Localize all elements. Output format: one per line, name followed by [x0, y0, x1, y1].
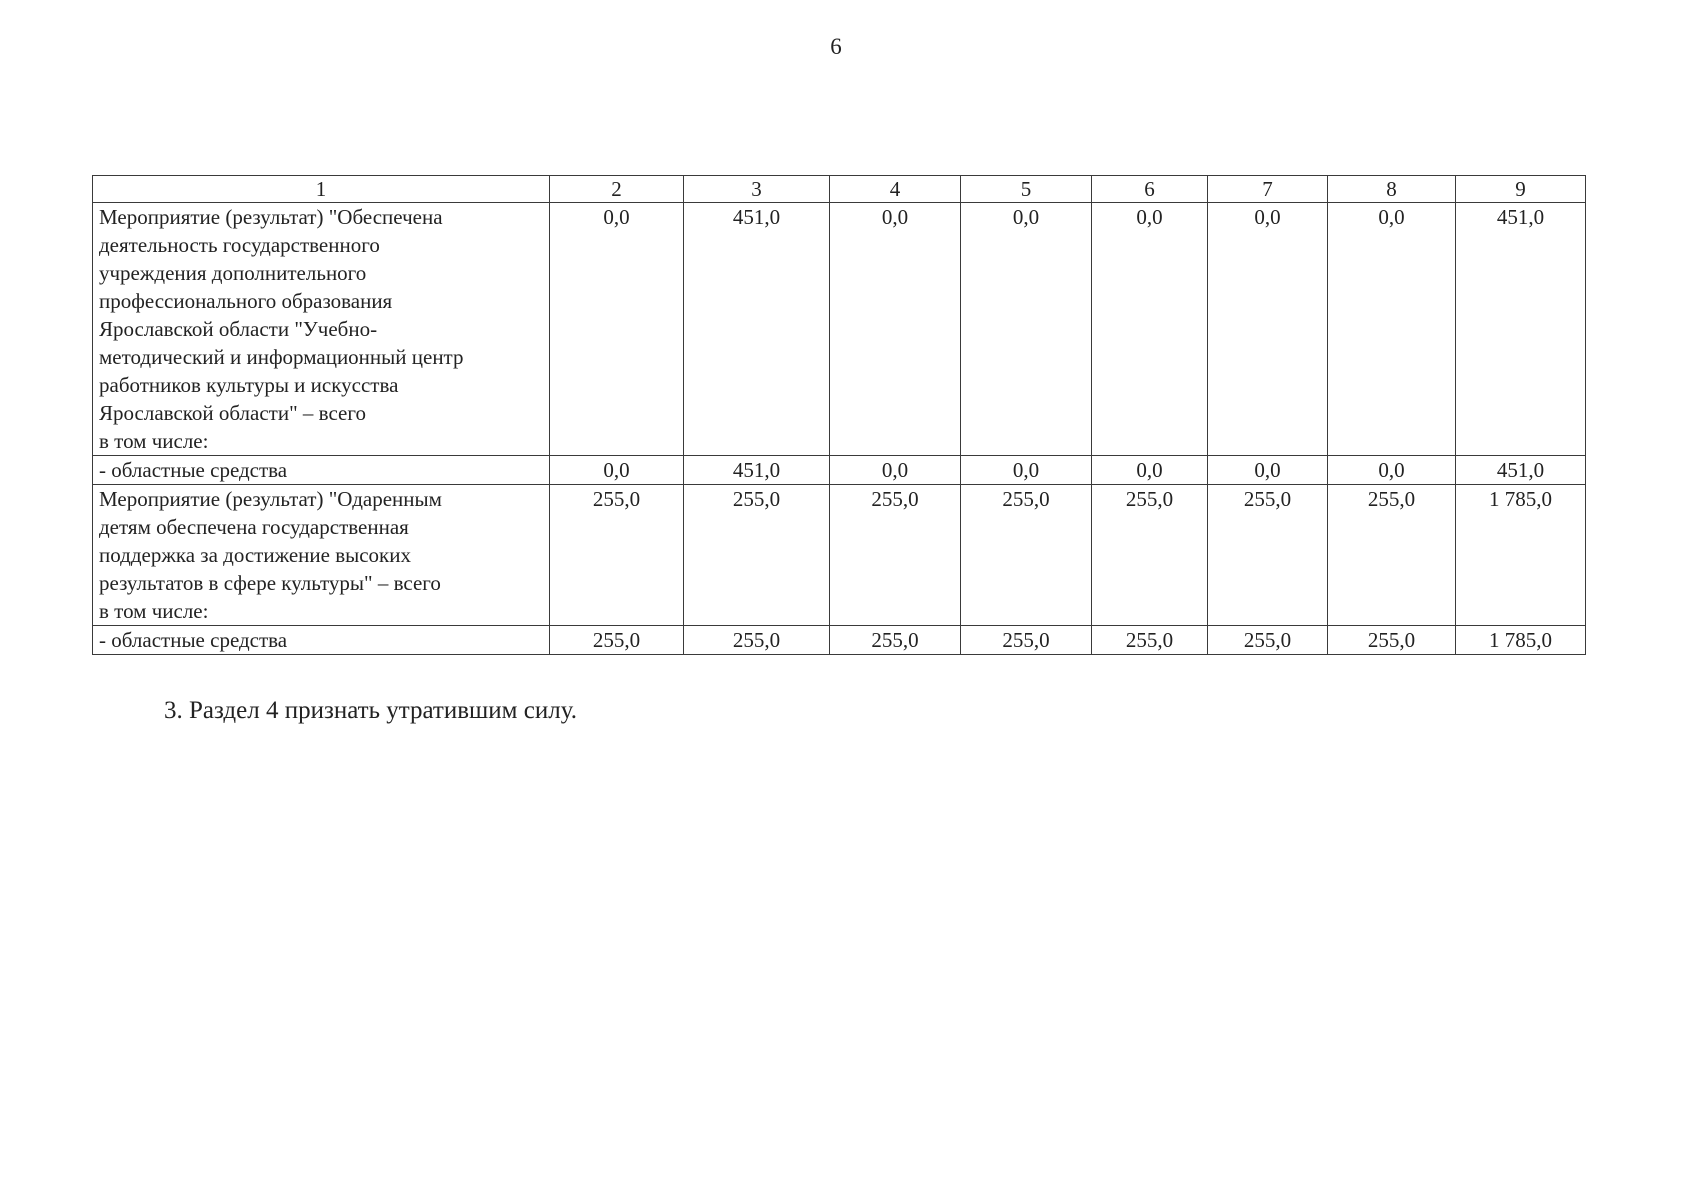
column-number: 7 — [1208, 176, 1328, 203]
table-row-event-total — [93, 203, 1586, 456]
column-number: 4 — [830, 176, 961, 203]
value-cell: 255,0 — [1328, 485, 1456, 626]
value-cell: 0,0 — [1208, 203, 1328, 456]
value-cell: 0,0 — [830, 203, 961, 456]
value-cell: 0,0 — [1328, 203, 1456, 456]
value-cell: 255,0 — [1208, 626, 1328, 655]
value-cell: 0,0 — [961, 456, 1092, 485]
value-cell: 255,0 — [830, 485, 961, 626]
total-cell: 1 785,0 — [1456, 626, 1586, 655]
value-cell: 0,0 — [961, 203, 1092, 456]
value-cell: 0,0 — [1208, 456, 1328, 485]
total-cell: 1 785,0 — [1456, 485, 1586, 626]
column-number: 5 — [961, 176, 1092, 203]
value-cell: 255,0 — [550, 626, 684, 655]
row-label: Мероприятие (результат) "Одаренным детям обеспечена государственная поддержка за достижение высоких результатов в сфере культуры" – всего в том числе: — [93, 485, 550, 626]
value-cell: 255,0 — [550, 485, 684, 626]
row-label: - областные средства — [93, 626, 550, 655]
total-cell: 451,0 — [1456, 456, 1586, 485]
value-cell: 0,0 — [550, 203, 684, 456]
column-number: 3 — [684, 176, 830, 203]
value-cell: 0,0 — [1092, 203, 1208, 456]
value-cell: 451,0 — [684, 203, 830, 456]
budget-table — [92, 175, 1586, 655]
table-row-event-total — [93, 485, 1586, 626]
value-cell: 255,0 — [1092, 626, 1208, 655]
value-cell: 255,0 — [961, 485, 1092, 626]
table-row-regional-funds — [93, 456, 1586, 485]
value-cell: 0,0 — [1328, 456, 1456, 485]
value-cell: 255,0 — [1328, 626, 1456, 655]
row-label: Мероприятие (результат) "Обеспечена деятельность государственного учреждения дополнительного профессионального образования Ярославской области "Учебно- методический и информационный центр работников культуры и искусства Ярославской области" – всего в том числе: — [93, 203, 550, 456]
value-cell: 0,0 — [550, 456, 684, 485]
value-cell: 255,0 — [961, 626, 1092, 655]
value-cell: 451,0 — [684, 456, 830, 485]
value-cell: 255,0 — [684, 626, 830, 655]
value-cell: 255,0 — [1092, 485, 1208, 626]
column-number: 2 — [550, 176, 684, 203]
total-cell: 451,0 — [1456, 203, 1586, 456]
value-cell: 255,0 — [684, 485, 830, 626]
table-header-row — [93, 176, 1586, 203]
column-number: 9 — [1456, 176, 1586, 203]
closing-paragraph: 3. Раздел 4 признать утратившим силу. — [164, 697, 577, 724]
row-label: - областные средства — [93, 456, 550, 485]
value-cell: 255,0 — [830, 626, 961, 655]
column-number: 8 — [1328, 176, 1456, 203]
table-row-regional-funds — [93, 626, 1586, 655]
column-number: 6 — [1092, 176, 1208, 203]
page-number: 6 — [830, 34, 842, 59]
column-number: 1 — [93, 176, 550, 203]
value-cell: 255,0 — [1208, 485, 1328, 626]
value-cell: 0,0 — [830, 456, 961, 485]
value-cell: 0,0 — [1092, 456, 1208, 485]
